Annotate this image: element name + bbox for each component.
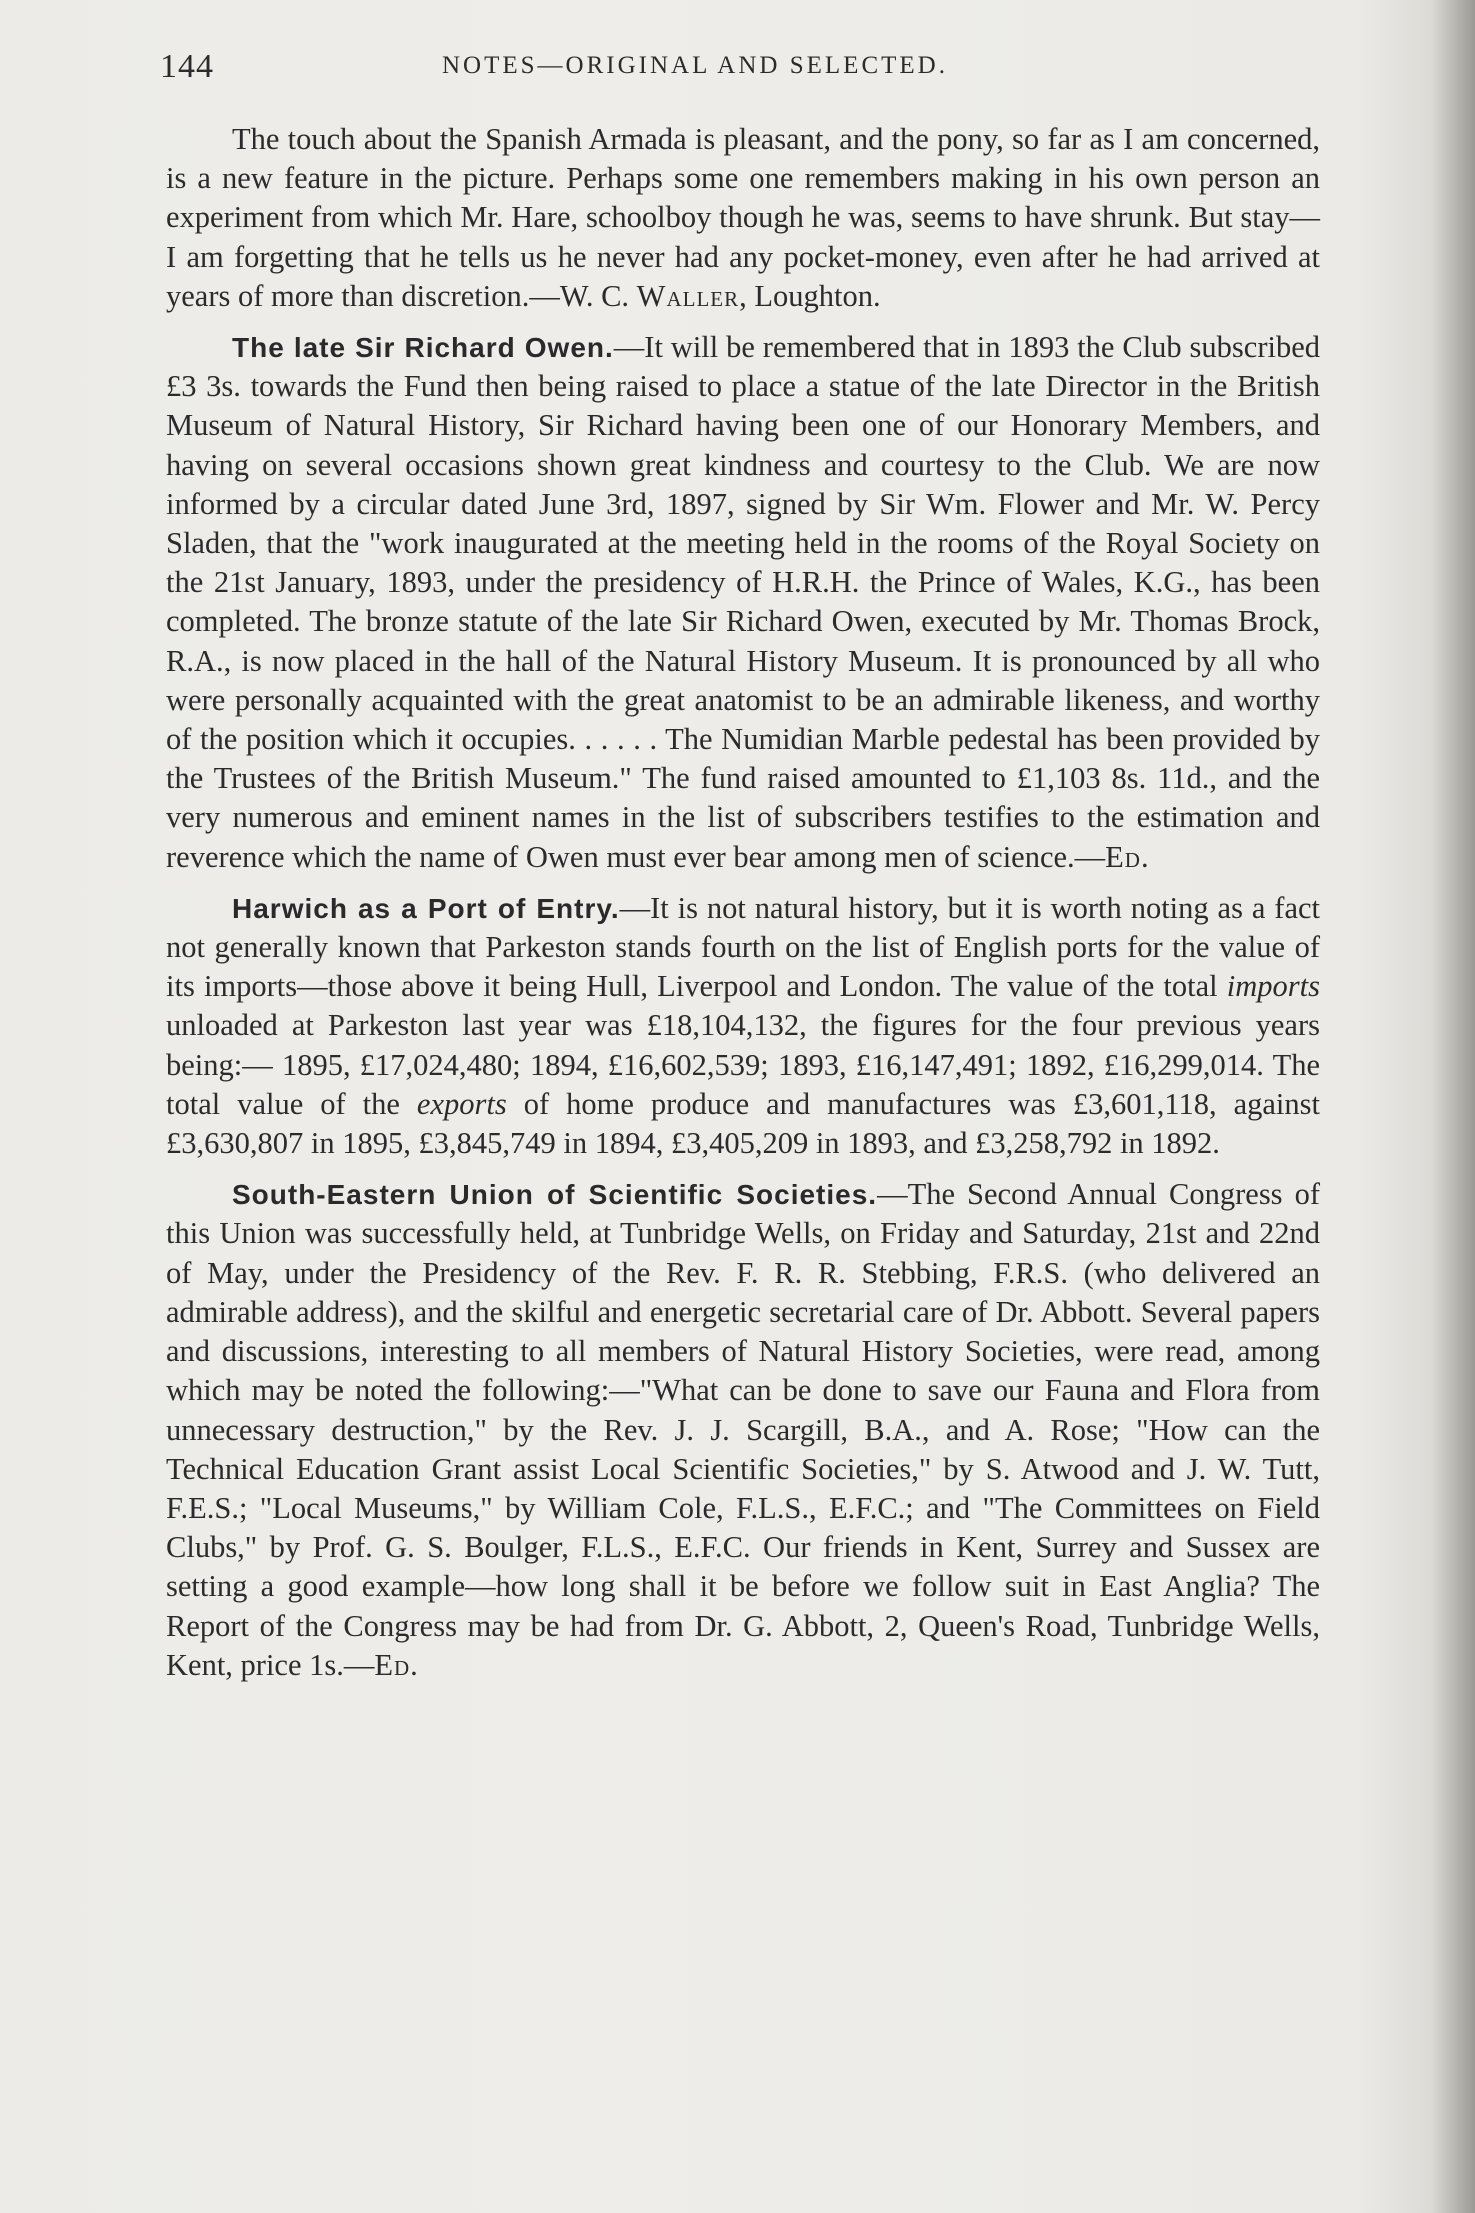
italic-word: exports xyxy=(416,1086,507,1121)
page-number: 144 xyxy=(160,48,214,85)
paragraph-text: unloaded at Parkeston last year was £18,104,132, the figures for the four previous years being:— 1895, £17,024,480; 1894, £16,602,539; 1893, £16,147,491; 1892, £16,299,014. The total value of the xyxy=(166,1008,1320,1121)
paragraph-text: —The Second Annual Congress of this Union was successfully held, at Tunbridge Wells, on Friday and Saturday, 21st and 22nd of May, under the Presidency of the Rev. F. R. R. Stebbing, F.R.S. (who delivered an admirable address), and the skilful and energetic secretarial care of Dr. Abbott. Several papers and discussions, interesting to all members of Natural History Societies, were read, among which may be noted the following:—"What can be done to save our Fauna and Flora from unnecessary destruction," by the Rev. J. J. Scargill, B.A., and A. Rose; "How can the Technical Education Grant assist Local Scientific Societies," by S. Atwood and J. W. Tutt, F.E.S.; "Local Museums," by William Cole, F.L.S., E.F.C.; and "The Committees on Field Clubs," by Prof. G. S. Boulger, F.L.S., E.F.C. Our friends in Kent, Surrey and Sussex are setting a good example—how long shall it be before we follow suit in East Anglia? The Report of the Congress may be had from Dr. G. Abbott, 2, Queen's Road, Tunbridge Wells, Kent, price 1s.— xyxy=(166,1177,1321,1682)
author-signature: Waller xyxy=(636,278,740,313)
running-title: NOTES—ORIGINAL AND SELECTED. xyxy=(442,52,948,79)
paragraph-richard-owen xyxy=(166,328,1320,877)
section-heading: South-Eastern Union of Scientific Societies. xyxy=(232,1179,878,1211)
editor-signature: Ed. xyxy=(1105,839,1150,874)
paragraph-text: —It is not natural history, but it is worth noting as a fact not generally known that Parkeston stands fourth on the list of English ports for the value of its imports—those above it being Hull, Liverpool and London. The value of the total xyxy=(166,890,1320,1004)
section-heading: Harwich as a Port of Entry. xyxy=(232,892,620,924)
page-header xyxy=(160,48,1320,92)
section-heading: The late Sir Richard Owen. xyxy=(232,332,614,364)
author-place: , Loughton. xyxy=(739,278,881,313)
paragraph-harwich-port xyxy=(166,889,1320,1163)
paragraph-text: The touch about the Spanish Armada is pleasant, and the pony, so far as I am concerned, is a new feature in the picture. Perhaps some one remembers making in his own person an experiment from which Mr. Hare, schoolboy though he was, seems to have shrunk. But stay—I am forgetting that he tells us he never had any pocket-money, even after he had arrived at years of more than discretion.—W. C. xyxy=(166,122,1320,313)
editor-signature: Ed. xyxy=(374,1647,419,1682)
italic-word: imports xyxy=(1226,969,1320,1004)
paragraph-armada-note xyxy=(166,120,1320,316)
paragraph-south-eastern-union xyxy=(166,1175,1320,1685)
paragraph-text: of home produce and manufactures was £3,601,118, against £3,630,807 in 1895, £3,845,749 in 1894, £3,405,209 in 1893, and £3,258,792 in 1892. xyxy=(166,1086,1320,1161)
article-body xyxy=(166,120,1320,1697)
paragraph-text: —It will be remembered that in 1893 the Club subscribed £3 3s. towards the Fund then being raised to place a statue of the late Director in the British Museum of Natural History, Sir Richard having been one of our Honorary Members, and having on several occasions shown great kindness and courtesy to the Club. We are now informed by a circular dated June 3rd, 1897, signed by Sir Wm. Flower and Mr. W. Percy Sladen, that the "work inaugurated at the meeting held in the rooms of the Royal Society on the 21st January, 1893, under the presidency of H.R.H. the Prince of Wales, K.G., has been completed. The bronze statute of the late Sir Richard Owen, executed by Mr. Thomas Brock, R.A., is now placed in the hall of the Natural History Museum. It is pronounced by all who were personally acquainted with the great anatomist to be an admirable likeness, and worthy of the position which it occupies. . . . . . The Numidian Marble pedestal has been provided by the Trustees of the British Museum." The fund raised amounted to £1,103 8s. 11d., and the very numerous and eminent names in the list of subscribers testifies to the estimation and reverence which the name of Owen must ever bear among men of science.— xyxy=(166,330,1320,874)
